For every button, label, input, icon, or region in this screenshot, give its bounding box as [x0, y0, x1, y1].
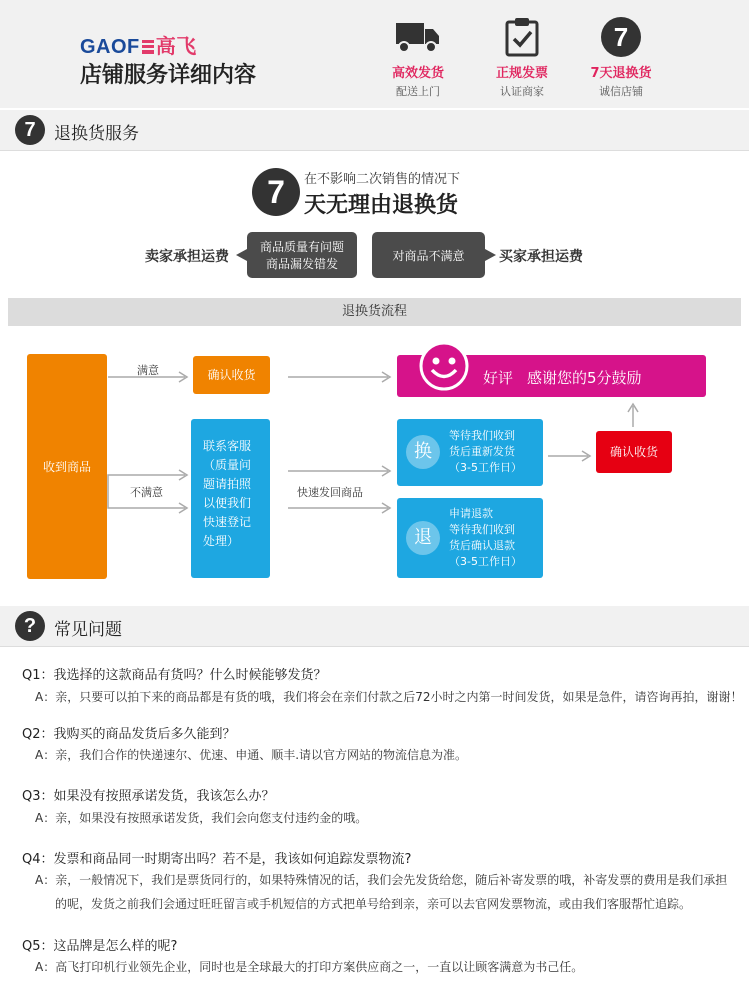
reason-quality: 商品质量有问题 [259, 240, 344, 254]
buyer-pays-label: 买家承担运费 [499, 249, 583, 265]
refund-line: （3-5工作日） [449, 555, 522, 568]
exchange-icon: 换 [406, 435, 440, 469]
exchange-line: （3-5工作日） [449, 461, 522, 474]
faq-answer: A：亲，一般情况下，我们是票货同行的，如果特殊情况的话，我们会先发货给您，随后补寄发票的哦，补寄发票的费用是我们承担 [35, 873, 728, 887]
reason-not-satisfied: 对商品不满意 [392, 248, 465, 263]
reason-missing: 商品漏发错发 [265, 257, 338, 271]
good-review-label: 好评 [483, 369, 514, 387]
seven-days-icon: 7 [576, 14, 666, 60]
flow-title-bar: 退换货流程 [8, 298, 741, 326]
feature-title: 高效发货 [391, 66, 444, 81]
section-header-return [0, 110, 749, 151]
reward-label: 感谢您的5分鼓励 [527, 369, 642, 387]
seven-badge-icon: 7 [15, 115, 45, 145]
faq-question: Q2：我购买的商品发货后多久能到？ [22, 727, 236, 742]
faq-question: Q3：如果没有按照承诺发货，我该怎么办？ [22, 789, 275, 804]
logo-text: GAOF [80, 36, 140, 58]
exchange-line: 等待我们收到 [449, 429, 515, 442]
faq-question: Q4：发票和商品同一时期寄出吗？若不是，我该如何追踪发票物流? [22, 852, 412, 867]
refund-line: 申请退款 [449, 507, 493, 520]
contact-line: 处理） [203, 534, 240, 548]
feature-sub: 配送上门 [396, 85, 440, 98]
refund-line: 等待我们收到 [449, 523, 515, 536]
contact-line: 联系客服 [203, 439, 252, 453]
confirm-receipt-box-2: 确认收货 [596, 431, 672, 473]
condition-text: 在不影响二次销售的情况下 [304, 172, 461, 187]
refund-icon: 退 [406, 521, 440, 555]
faq-answer: A：亲，我们合作的快递速尔、优速、申通、顺丰.请以官方网站的物流信息为准。 [35, 748, 468, 762]
satisfied-label: 满意 [137, 364, 159, 377]
contact-line: 以便我们 [203, 496, 252, 510]
faq-answer: A：亲，如果没有按照承诺发货，我们会向您支付违约金的哦。 [35, 811, 368, 825]
faq-question: Q5：这品牌是怎么样的呢? [22, 939, 178, 954]
received-goods-box [27, 354, 107, 579]
received-label: 收到商品 [42, 460, 91, 474]
section-title: 退换货服务 [54, 124, 139, 144]
faq-answer: A：亲，只要可以拍下来的商品都是有货的哦，我们将会在亲们付款之后72小时之内第一时间发货，如果是急件，请咨询再拍，谢谢！ [35, 690, 743, 704]
ship-back-label: 快速发回商品 [297, 486, 363, 499]
arrow-right-icon [485, 249, 497, 261]
clipboard-check-icon [477, 14, 567, 60]
refund-line: 货后确认退款 [449, 539, 515, 552]
refund-box [397, 498, 543, 578]
contact-line: 题请拍照 [203, 477, 252, 491]
contact-service-box [191, 419, 270, 578]
feature-seven-day-return [576, 14, 666, 99]
smiley-icon [419, 341, 469, 391]
feature-fast-shipping [373, 14, 463, 99]
faq-answer-cont: 的呢，发货之前我们会通过旺旺留言或手机短信的方式把单号给到亲，亲可以去官网发票物流，或由我们客服帮忙追踪。 [55, 897, 692, 911]
logo-cn: 高飞 [155, 34, 197, 58]
question-icon: ? [15, 611, 45, 641]
contact-line: 快速登记 [203, 515, 252, 529]
seller-pays-label: 卖家承担运费 [145, 249, 229, 265]
policy-headline: 天无理由退换货 [304, 193, 459, 218]
logo-bars-icon [142, 40, 154, 54]
feature-title: 正规发票 [495, 66, 548, 81]
exchange-box [397, 419, 543, 486]
confirm-receipt-box: 确认收货 [193, 356, 270, 394]
good-review-box [397, 355, 706, 397]
refund-text [449, 506, 522, 570]
faq-answer: A：高飞打印机行业领先企业，同时也是全球最大的打印方案供应商之一，一直以让顾客满意为书己任。 [35, 960, 584, 974]
truck-icon [373, 14, 463, 60]
faq-question: Q1：我选择的这款商品有货吗？什么时候能够发货？ [22, 668, 327, 683]
section-title: 常见问题 [54, 620, 122, 640]
exchange-text [449, 428, 522, 476]
exchange-line: 货后重新发货 [449, 445, 515, 458]
contact-line: （质量问 [203, 458, 252, 472]
feature-sub: 诚信店铺 [599, 85, 643, 98]
not-satisfied-label: 不满意 [130, 486, 163, 499]
brand-logo [80, 30, 197, 59]
feature-invoice [477, 14, 567, 99]
buyer-reason-box [372, 232, 485, 278]
page-title: 店铺服务详细内容 [80, 63, 257, 88]
section-header-faq [0, 606, 749, 647]
feature-sub: 认证商家 [500, 85, 544, 98]
feature-title: 7天退换货 [590, 66, 652, 81]
big-seven-icon: 7 [252, 168, 300, 216]
seller-reason-box [247, 232, 357, 278]
